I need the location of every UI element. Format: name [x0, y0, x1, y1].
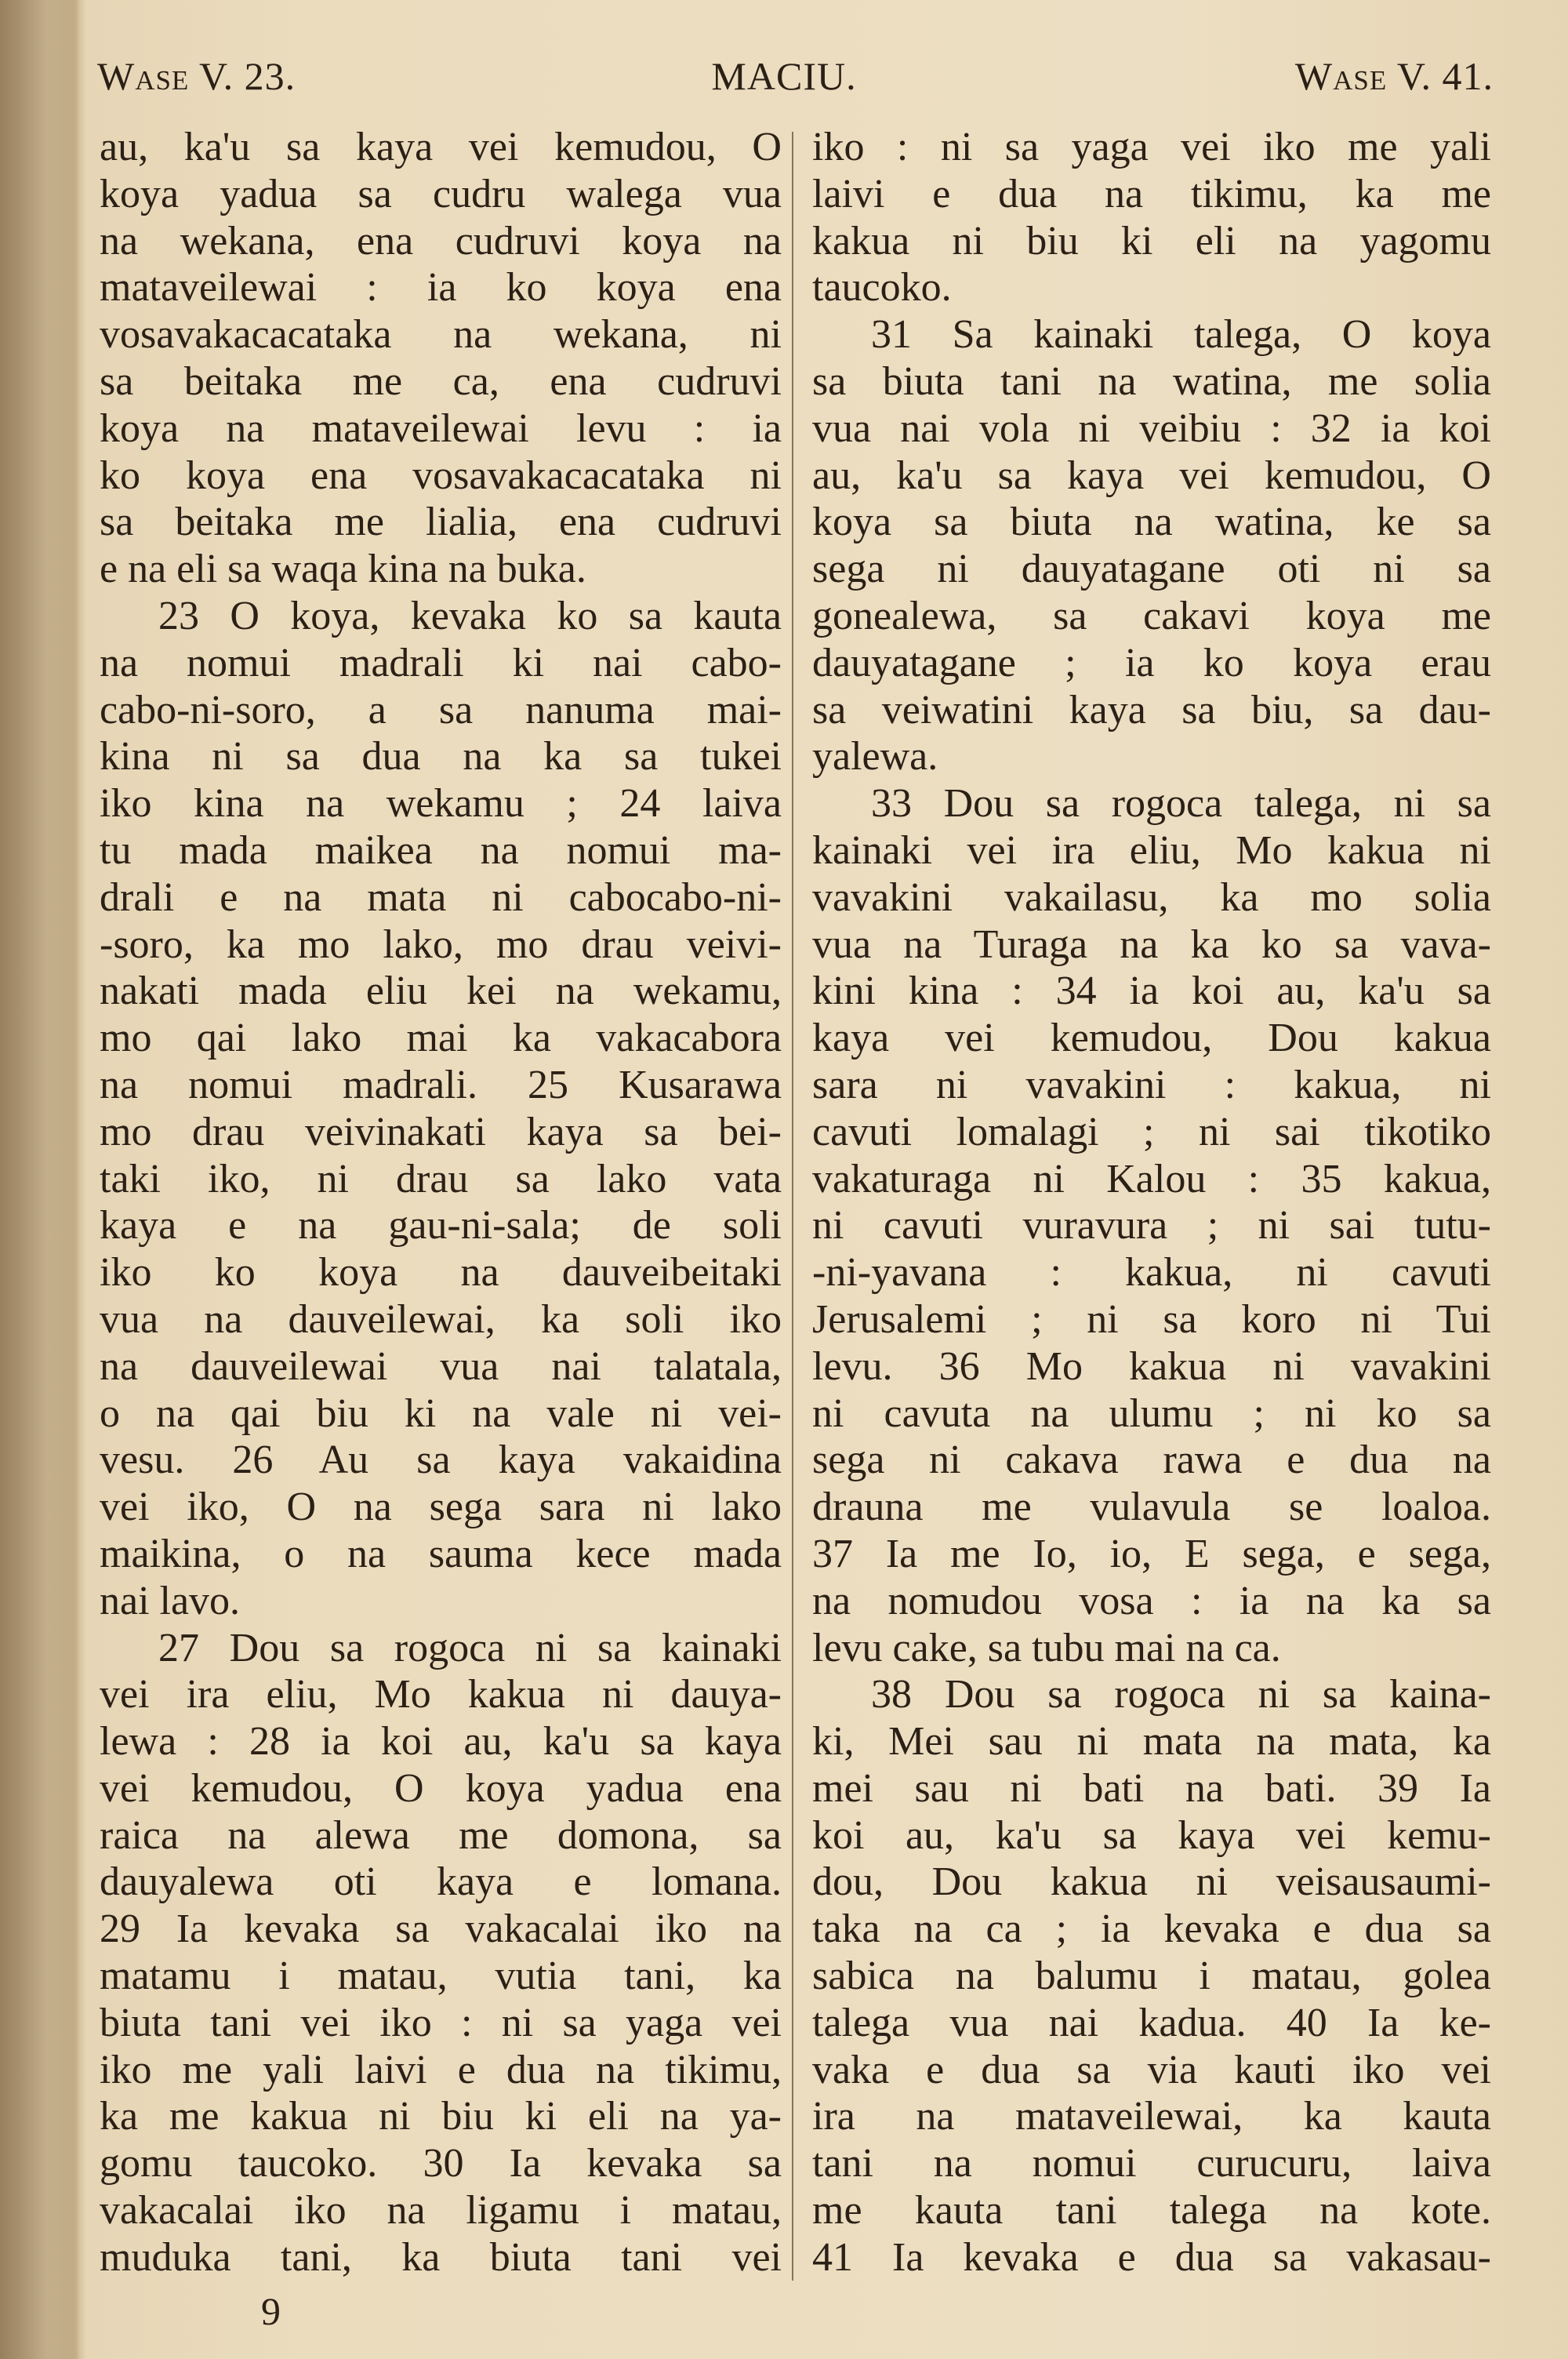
- text-line: sa beitaka me lialia, ena cudruvi: [100, 500, 782, 545]
- text-line: 33 Dou sa rogoca talega, ni sa: [871, 781, 1491, 827]
- text-line: mei sau ni bati na bati. 39 Ia: [812, 1765, 1491, 1811]
- text-line: vavakini vakailasu, ka mo solia: [812, 874, 1491, 920]
- text-line: au, ka'u sa kaya vei kemudou, O: [100, 125, 782, 169]
- text-line: 31 Sa kainaki talega, O koya: [871, 312, 1491, 358]
- text-line: tu mada maikea na nomui ma-: [100, 827, 782, 873]
- text-line: o na qai biu ki na vale ni vei-: [100, 1390, 782, 1436]
- text-line: matamu i matau, vutia tani, ka: [100, 1954, 782, 1999]
- text-line: -ni-yavana : kakua, ni cavuti: [812, 1250, 1491, 1296]
- book-title: MACIU.: [711, 54, 857, 98]
- text-line: talega vua nai kadua. 40 Ia ke-: [812, 2000, 1491, 2045]
- text-line: kina ni sa dua na ka sa tukei: [100, 734, 782, 780]
- text-line: 41 Ia kevaka e dua sa vakasau-: [812, 2234, 1491, 2280]
- text-line: sara ni vavakini : kakua, ni: [812, 1062, 1491, 1107]
- text-line: mo drau veivinakati kaya sa bei-: [100, 1109, 782, 1154]
- text-line: levu cake, sa tubu mai na ca.: [812, 1625, 1281, 1670]
- text-line: nakati mada eliu kei na wekamu,: [100, 969, 782, 1014]
- text-line: 38 Dou sa rogoca ni sa kaina-: [871, 1672, 1491, 1717]
- running-head-right: [1295, 53, 1494, 99]
- text-line: 23 O koya, kevaka ko sa kauta: [158, 593, 782, 638]
- text-line: mo qai lako mai ka vakacabora: [100, 1016, 782, 1061]
- text-line: koya na mataveilewai levu : ia: [100, 405, 782, 451]
- text-line: biuta tani vei iko : ni sa yaga vei: [100, 2000, 782, 2045]
- text-line: sabica na balumu i matau, golea: [812, 1954, 1491, 1999]
- text-line: 29 Ia kevaka sa vakacalai iko na: [100, 1906, 782, 1952]
- text-line: sa biuta tani na watina, me solia: [812, 358, 1491, 404]
- running-head-left-prefix: Wase: [97, 54, 190, 98]
- text-line: vei ira eliu, Mo kakua ni dauya-: [100, 1672, 782, 1717]
- text-line: koi au, ka'u sa kaya vei kemu-: [812, 1812, 1491, 1858]
- text-line: levu. 36 Mo kakua ni vavakini: [812, 1343, 1491, 1389]
- text-line: kini kina : 34 ia koi au, ka'u sa: [812, 969, 1491, 1014]
- text-line: cavuti lomalagi ; ni sai tikotiko: [812, 1109, 1491, 1154]
- text-line: taucoko.: [812, 265, 952, 311]
- text-line: lewa : 28 ia koi au, ka'u sa kaya: [100, 1719, 782, 1765]
- text-line: sa veiwatini kaya sa biu, sa dau-: [812, 687, 1491, 732]
- text-line: vakacalai iko na ligamu i matau,: [100, 2188, 782, 2234]
- text-line: -soro, ka mo lako, mo drau veivi-: [100, 921, 782, 967]
- text-column-left: [100, 124, 782, 2281]
- text-line: au, ka'u sa kaya vei kemudou, O: [812, 453, 1491, 498]
- text-column-right: [812, 124, 1491, 2281]
- text-line: 27 Dou sa rogoca ni sa kainaki: [158, 1625, 782, 1670]
- text-line: vua nai vola ni veibiu : 32 ia koi: [812, 405, 1491, 451]
- text-line: koya sa biuta na watina, ke sa: [812, 500, 1491, 545]
- text-line: taki iko, ni drau sa lako vata: [100, 1156, 782, 1201]
- text-line: sega ni cakava rawa e dua na: [812, 1438, 1491, 1483]
- text-line: tani na nomui curucuru, laiva: [812, 2141, 1491, 2186]
- text-line: ko koya ena vosavakacacataka ni: [100, 453, 782, 498]
- running-head-right-prefix: Wase: [1294, 54, 1388, 98]
- text-line: ka me kakua ni biu ki eli na ya-: [100, 2094, 782, 2139]
- text-line: raica na alewa me domona, sa: [100, 1812, 782, 1858]
- text-line: vua na Turaga na ka ko sa vava-: [812, 921, 1491, 967]
- text-line: mataveilewai : ia ko koya ena: [100, 265, 782, 311]
- text-line: nai lavo.: [100, 1578, 241, 1623]
- text-line: cabo-ni-soro, a sa nanuma mai-: [100, 687, 782, 732]
- text-line: ira na mataveilewai, ka kauta: [812, 2094, 1491, 2139]
- text-line: vaka e dua sa via kauti iko vei: [812, 2047, 1491, 2092]
- text-line: me kauta tani talega na kote.: [812, 2188, 1491, 2234]
- running-head-right-ref: V. 41.: [1396, 54, 1494, 98]
- text-line: gomu taucoko. 30 Ia kevaka sa: [100, 2141, 782, 2186]
- text-line: Jerusalemi ; ni sa koro ni Tui: [812, 1296, 1491, 1342]
- text-line: ki, Mei sau ni mata na mata, ka: [812, 1719, 1491, 1765]
- text-line: vua na dauveilewai, ka soli iko: [100, 1296, 782, 1342]
- signature-mark: 9: [261, 2289, 281, 2333]
- text-line: kainaki vei ira eliu, Mo kakua ni: [812, 827, 1491, 873]
- text-line: iko kina na wekamu ; 24 laiva: [100, 781, 782, 827]
- text-line: kaya e na gau-ni-sala; de soli: [100, 1203, 782, 1249]
- text-line: na nomudou vosa : ia na ka sa: [812, 1578, 1491, 1623]
- text-line: kaya vei kemudou, Dou kakua: [812, 1016, 1491, 1061]
- text-line: sega ni dauyatagane oti ni sa: [812, 547, 1491, 592]
- text-line: vakaturaga ni Kalou : 35 kakua,: [812, 1156, 1491, 1201]
- text-line: gonealewa, sa cakavi koya me: [812, 593, 1491, 638]
- column-divider: [792, 132, 793, 2281]
- text-line: ni cavuta na ulumu ; ni ko sa: [812, 1390, 1491, 1436]
- text-line: na dauveilewai vua nai talatala,: [100, 1343, 782, 1389]
- previous-page-edge: [0, 0, 78, 2359]
- text-line: vei iko, O na sega sara ni lako: [100, 1485, 782, 1530]
- text-line: taka na ca ; ia kevaka e dua sa: [812, 1906, 1491, 1952]
- text-line: dauyatagane ; ia ko koya erau: [812, 640, 1491, 685]
- text-line: maikina, o na sauma kece mada: [100, 1531, 782, 1576]
- text-line: yalewa.: [812, 734, 938, 780]
- text-line: muduka tani, ka biuta tani vei: [100, 2234, 782, 2280]
- text-line: kakua ni biu ki eli na yagomu: [812, 218, 1491, 264]
- text-line: 37 Ia me Io, io, E sega, e sega,: [812, 1531, 1491, 1576]
- text-line: iko me yali laivi e dua na tikimu,: [100, 2047, 782, 2092]
- text-line: ni cavuti vuravura ; ni sai tutu-: [812, 1203, 1491, 1249]
- text-line: vesu. 26 Au sa kaya vakaidina: [100, 1438, 782, 1483]
- text-line: laivi e dua na tikimu, ka me: [812, 171, 1491, 216]
- text-line: vosavakacacataka na wekana, ni: [100, 312, 782, 358]
- text-line: na wekana, ena cudruvi koya na: [100, 218, 782, 264]
- text-line: dauyalewa oti kaya e lomana.: [100, 1859, 782, 1905]
- text-line: drauna me vulavula se loaloa.: [812, 1485, 1491, 1530]
- text-line: na nomui madrali ki nai cabo-: [100, 640, 782, 685]
- text-line: vei kemudou, O koya yadua ena: [100, 1765, 782, 1811]
- text-line: sa beitaka me ca, ena cudruvi: [100, 358, 782, 404]
- text-line: iko ko koya na dauveibeitaki: [100, 1250, 782, 1296]
- text-line: iko : ni sa yaga vei iko me yali: [812, 125, 1491, 169]
- text-line: dou, Dou kakua ni veisausaumi-: [812, 1859, 1491, 1905]
- text-line: drali e na mata ni cabocabo-ni-: [100, 874, 782, 920]
- running-head-left-ref: V. 23.: [198, 54, 296, 98]
- text-line: na nomui madrali. 25 Kusarawa: [100, 1062, 782, 1107]
- text-line: koya yadua sa cudru walega vua: [100, 171, 782, 216]
- text-line: e na eli sa waqa kina na buka.: [100, 547, 586, 592]
